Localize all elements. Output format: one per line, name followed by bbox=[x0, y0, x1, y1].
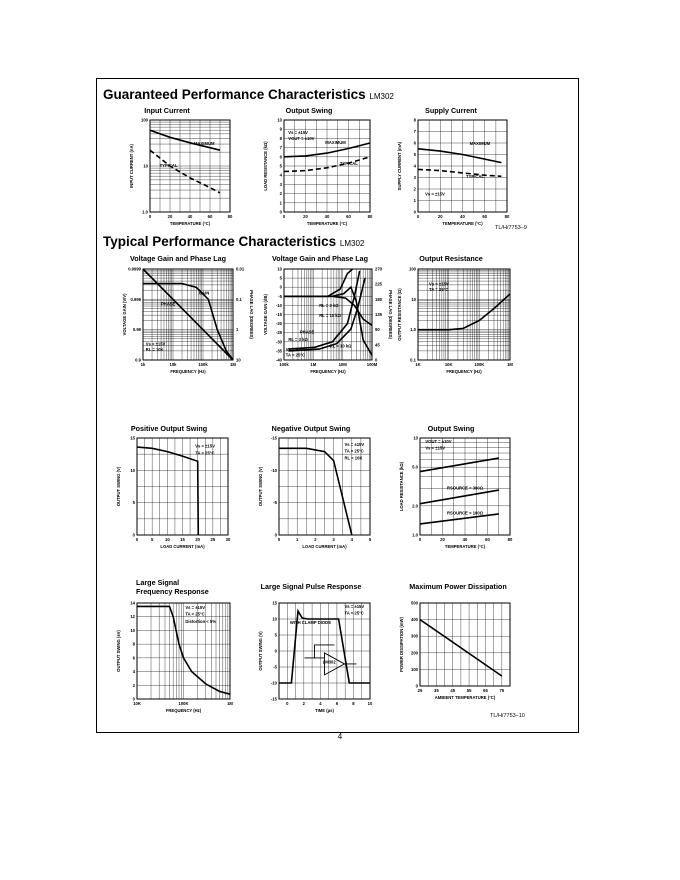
y-tick-label: 1.0 bbox=[410, 327, 416, 333]
y-tick-label: 0 bbox=[413, 209, 416, 215]
y-tick-label: 2.0 bbox=[412, 503, 418, 509]
y-tick-label: 200 bbox=[411, 650, 418, 656]
y-tick-label: 10 bbox=[411, 296, 416, 302]
y-tick-label: 15 bbox=[272, 600, 277, 606]
x-tick-label: 4 bbox=[319, 701, 322, 706]
page-number: 4 bbox=[337, 732, 343, 741]
x-tick-label: 1M bbox=[310, 362, 317, 367]
y-tick-label: -40 bbox=[275, 357, 282, 363]
x-tick-label: 0 bbox=[282, 214, 286, 219]
y-tick-label: 4 bbox=[279, 172, 282, 178]
x-tick-label: 0 bbox=[418, 537, 422, 542]
x-tick-label: 0 bbox=[277, 537, 281, 542]
series-label: MAXIMUM bbox=[194, 140, 215, 146]
annotation: VOUT = ±10V bbox=[425, 438, 452, 444]
series-label: TYPICAL bbox=[339, 161, 358, 167]
x-tick-label: 6 bbox=[335, 701, 339, 706]
x-axis-label: TEMPERATURE (°C) bbox=[169, 221, 211, 226]
y-axis-label: SUPPLY CURRENT (mA) bbox=[397, 141, 402, 191]
y-tick-label: 12 bbox=[130, 614, 135, 620]
y-right-tick-label: 225 bbox=[375, 281, 382, 287]
x-tick-label: 80 bbox=[367, 214, 373, 219]
y-tick-label: -5 bbox=[273, 500, 277, 506]
x-tick-label: 5 bbox=[368, 537, 372, 542]
series-label: PHASE bbox=[161, 301, 176, 307]
x-tick-label: 10M bbox=[338, 362, 347, 367]
annotation: RL = 10 kΩ bbox=[319, 313, 341, 319]
annotation: TA = 25°C bbox=[195, 450, 215, 456]
x-tick-label: 10k bbox=[169, 362, 177, 367]
y-tick-label: 0 bbox=[132, 696, 135, 702]
y-tick-label: 0 bbox=[279, 284, 282, 290]
annotation: WITH CLAMP DIODE bbox=[289, 620, 332, 626]
y-tick-label: 0 bbox=[415, 683, 418, 689]
x-axis-label: TEMPERATURE (°C) bbox=[444, 544, 486, 549]
y-tick-label: 2 bbox=[279, 191, 282, 197]
y-tick-label: 300 bbox=[411, 633, 418, 639]
x-tick-label: 45 bbox=[450, 688, 456, 693]
y-tick-label: 1 bbox=[413, 198, 416, 203]
y-tick-label: 3 bbox=[279, 181, 282, 187]
x-axis-label: FREQUENCY (Hz) bbox=[446, 369, 482, 374]
x-tick-label: 40 bbox=[462, 537, 468, 542]
x-tick-label: 1 bbox=[296, 537, 299, 542]
y-axis-label: INPUT CURRENT (nA) bbox=[129, 144, 134, 188]
y-right-axis-label: PHASE LAG (DEGREES) bbox=[249, 290, 254, 339]
series-label: TYPICAL bbox=[159, 162, 178, 168]
y-tick-label: 1.0 bbox=[412, 532, 418, 538]
y-axis-label: OUTPUT RESISTANCE (Ω) bbox=[397, 288, 402, 341]
x-tick-label: 80 bbox=[507, 537, 513, 542]
x-tick-label: 40 bbox=[187, 214, 193, 219]
x-tick-label: 3 bbox=[332, 537, 335, 542]
y-tick-label: 6 bbox=[413, 140, 416, 146]
y-tick-label: 10 bbox=[130, 467, 135, 473]
chart-title: Output Swing bbox=[427, 424, 475, 433]
x-tick-label: 1K bbox=[415, 362, 421, 367]
y-right-axis-label: PHASE LAG (DEGREES) bbox=[388, 290, 393, 339]
y-right-tick-label: 45 bbox=[375, 342, 380, 348]
y-tick-label: 0 bbox=[279, 209, 282, 215]
y-axis-label: OUTPUT SWING (V) bbox=[116, 466, 121, 507]
annotation: TA = 25°C bbox=[344, 448, 364, 454]
x-tick-label: 20 bbox=[167, 214, 173, 219]
x-tick-label: 1M bbox=[230, 362, 236, 367]
chart-title-line: Frequency Response bbox=[136, 587, 209, 596]
chart-title: Output Resistance bbox=[419, 254, 483, 263]
y-tick-label: 500 bbox=[411, 600, 418, 606]
y-right-tick-label: 0 bbox=[375, 357, 378, 363]
series-label: MAXIMUM bbox=[325, 139, 346, 145]
y-right-tick-label: 0.1 bbox=[236, 296, 242, 302]
y-tick-label: 0 bbox=[274, 648, 277, 654]
x-tick-label: 8 bbox=[352, 701, 355, 706]
y-tick-label: 10 bbox=[130, 627, 135, 633]
y-right-tick-label: 180 bbox=[375, 296, 382, 302]
x-axis-label: TEMPERATURE (°C) bbox=[306, 221, 348, 226]
y-tick-label: 2 bbox=[132, 682, 135, 688]
x-tick-label: 20 bbox=[437, 214, 443, 219]
y-tick-label: 0.1 bbox=[410, 357, 416, 363]
x-tick-label: 40 bbox=[460, 214, 465, 219]
x-axis-label: AMBIENT TEMPERATURE (°C) bbox=[434, 695, 496, 700]
x-axis-label: TEMPERATURE (°C) bbox=[442, 221, 483, 226]
y-tick-label: 10 bbox=[277, 117, 282, 123]
annotation: RSOURCE = 300Ω bbox=[447, 485, 484, 491]
x-tick-label: 10K bbox=[133, 701, 141, 706]
annotation: RL = 30 kΩ bbox=[329, 343, 352, 349]
x-tick-label: 15 bbox=[180, 537, 185, 542]
grid bbox=[420, 603, 510, 686]
x-tick-label: 2 bbox=[302, 701, 305, 706]
chart-title: Positive Output Swing bbox=[130, 424, 208, 433]
y-tick-label: 0 bbox=[132, 532, 135, 538]
x-tick-label: 80 bbox=[504, 214, 510, 219]
y-tick-label: -20 bbox=[275, 321, 282, 327]
annotation: Vs = ±15V bbox=[145, 341, 166, 347]
y-axis-label: POWER DISSIPATION (mW) bbox=[399, 617, 404, 672]
y-right-tick-label: 10 bbox=[236, 357, 241, 363]
y-tick-label: 100 bbox=[141, 117, 148, 123]
x-tick-label: 10 bbox=[367, 701, 373, 706]
x-tick-label: 20 bbox=[440, 537, 445, 542]
y-tick-label: 10 bbox=[413, 435, 418, 441]
x-axis-label: FREQUENCY (Hz) bbox=[165, 708, 202, 713]
annotation: TA = 25°C bbox=[429, 286, 449, 292]
x-tick-label: 25 bbox=[417, 688, 423, 693]
y-tick-label: 4 bbox=[132, 669, 135, 675]
x-axis-label: LOAD CURRENT (mA) bbox=[302, 544, 347, 549]
x-tick-label: 65 bbox=[483, 688, 488, 693]
x-tick-label: 100K bbox=[178, 701, 189, 706]
y-tick-label: 100 bbox=[409, 266, 416, 272]
y-tick-label: 5 bbox=[274, 632, 277, 638]
y-tick-label: -10 bbox=[270, 680, 277, 686]
y-tick-label: 7 bbox=[413, 129, 416, 134]
annotation: RL = 3 kΩ bbox=[319, 303, 339, 309]
y-axis-label: OUTPUT SWING (V) bbox=[258, 631, 263, 671]
x-tick-label: 100M bbox=[366, 362, 378, 367]
guaranteed-part: LM302 bbox=[369, 92, 394, 101]
x-tick-label: 100K bbox=[474, 362, 485, 367]
typical-title: Typical Performance Characteristics bbox=[103, 234, 337, 249]
x-tick-label: 10 bbox=[164, 537, 170, 542]
chart-title: Output Swing bbox=[285, 106, 333, 115]
annotation: TA = 25°C bbox=[285, 352, 306, 358]
annotation: Vs = ±15V bbox=[344, 603, 365, 609]
x-tick-label: 25 bbox=[210, 537, 216, 542]
chart-title: Voltage Gain and Phase Lag bbox=[129, 254, 227, 263]
x-tick-label: 5 bbox=[150, 537, 154, 542]
x-tick-label: 0 bbox=[416, 214, 420, 219]
x-tick-label: 100k bbox=[279, 362, 289, 367]
chart-title: Negative Output Swing bbox=[271, 424, 351, 433]
y-tick-label: 3 bbox=[413, 175, 416, 180]
x-tick-label: 40 bbox=[324, 214, 330, 219]
x-tick-label: 20 bbox=[303, 214, 308, 219]
annotation: Vs = ±15V bbox=[425, 445, 446, 451]
x-tick-label: 0 bbox=[148, 214, 152, 219]
plot-frame bbox=[420, 603, 510, 686]
y-tick-label: 15 bbox=[130, 435, 135, 441]
y-tick-label: 2 bbox=[413, 186, 416, 192]
x-tick-label: 80 bbox=[227, 214, 233, 219]
y-tick-label: -15 bbox=[270, 696, 277, 702]
annotation: Vs = ±15V bbox=[429, 281, 449, 287]
y-axis-label: VOLTAGE GAIN (dB) bbox=[263, 294, 268, 335]
annotation: TA = 25°C bbox=[185, 611, 205, 617]
y-tick-label: 5 bbox=[279, 275, 282, 281]
annotation: Vs = ±15V bbox=[288, 129, 308, 135]
x-tick-label: 30 bbox=[225, 537, 231, 542]
annotation: Vs = ±15V bbox=[185, 604, 206, 610]
y-tick-label: 4 bbox=[413, 163, 416, 169]
y-axis-label: LOAD RESISTANCE (kΩ) bbox=[263, 141, 268, 191]
x-tick-label: 100k bbox=[198, 362, 208, 367]
y-tick-label: -30 bbox=[275, 339, 282, 345]
y-tick-label: 5.0 bbox=[412, 464, 418, 470]
series-label: GAIN bbox=[198, 290, 210, 296]
annotation: LM302 bbox=[322, 659, 336, 665]
y-tick-label: -25 bbox=[275, 330, 282, 336]
y-tick-label: -15 bbox=[270, 435, 277, 441]
x-tick-label: 20 bbox=[195, 537, 201, 542]
x-tick-label: 1M bbox=[227, 701, 233, 706]
y-axis-label: OUTPUT SWING (±V) bbox=[116, 630, 121, 672]
y-tick-label: 10 bbox=[143, 163, 148, 169]
y-tick-label: 10 bbox=[277, 266, 282, 272]
annotation: Vs = ±15V bbox=[425, 191, 445, 197]
y-tick-label: 7 bbox=[279, 145, 282, 151]
x-tick-label: 4 bbox=[350, 537, 353, 542]
x-tick-label: 0 bbox=[135, 537, 139, 542]
y-tick-label: 1.0 bbox=[142, 209, 148, 215]
y-tick-label: 0.9 bbox=[135, 357, 141, 363]
y-tick-label: 8 bbox=[279, 135, 282, 141]
annotation: RL = 3 kΩ bbox=[288, 336, 308, 342]
y-tick-label: 0.99 bbox=[132, 327, 141, 333]
chart-title-line: Large Signal bbox=[136, 578, 180, 587]
x-tick-label: 60 bbox=[482, 214, 488, 219]
y-tick-label: -35 bbox=[275, 348, 282, 354]
y-tick-label: 5 bbox=[279, 163, 282, 169]
y-right-tick-label: 90 bbox=[375, 327, 380, 333]
figure-ref-bottom: TL/H/7753–10 bbox=[490, 713, 525, 719]
x-tick-label: 1M bbox=[507, 362, 513, 367]
y-tick-label: 5 bbox=[413, 152, 416, 157]
x-tick-label: 35 bbox=[434, 688, 439, 693]
annotation: Vs = ±15V bbox=[195, 443, 215, 449]
x-tick-label: 60 bbox=[346, 214, 351, 219]
y-tick-label: -10 bbox=[275, 302, 282, 308]
x-tick-label: 10K bbox=[444, 362, 453, 367]
annotation: Distortion < 5% bbox=[185, 619, 216, 625]
y-tick-label: 6 bbox=[132, 655, 135, 661]
chart-title: Voltage Gain and Phase Lag bbox=[271, 254, 369, 263]
chart-title: Input Current bbox=[144, 106, 190, 115]
y-tick-label: 1 bbox=[279, 200, 282, 206]
guaranteed-title: Guaranteed Performance Characteristics bbox=[103, 87, 366, 102]
y-tick-label: -5 bbox=[273, 664, 277, 670]
y-right-tick-label: 270 bbox=[375, 266, 382, 272]
annotation: Vs = ±15V bbox=[344, 441, 365, 447]
y-axis-label: OUTPUT SWING (V) bbox=[258, 466, 263, 507]
annotation: RSOURCE = 100Ω bbox=[447, 510, 484, 516]
y-tick-label: 8 bbox=[132, 641, 135, 647]
x-tick-label: 60 bbox=[207, 214, 213, 219]
figure-ref-top: TL/H/7753–9 bbox=[495, 225, 527, 231]
x-tick-label: 2 bbox=[314, 537, 317, 542]
annotation: RL = 10K bbox=[344, 455, 363, 461]
y-tick-label: -10 bbox=[270, 467, 277, 473]
annotation: PHASE bbox=[299, 329, 315, 335]
y-tick-label: 8 bbox=[413, 117, 416, 123]
x-axis-label: TIME (μs) bbox=[315, 708, 334, 713]
y-right-tick-label: 1 bbox=[236, 327, 239, 333]
y-tick-label: 400 bbox=[411, 617, 418, 623]
y-tick-label: 0 bbox=[274, 532, 277, 538]
y-tick-label: 6 bbox=[279, 154, 282, 160]
series-label: TYPICAL bbox=[466, 173, 484, 179]
y-tick-label: 10 bbox=[272, 616, 277, 622]
x-axis-label: FREQUENCY (Hz) bbox=[310, 369, 346, 374]
chart-max-power-dissipation bbox=[388, 582, 528, 710]
y-tick-label: 14 bbox=[130, 600, 135, 606]
y-right-tick-label: 135 bbox=[375, 312, 382, 317]
annotation: Vs = ±15V bbox=[285, 346, 306, 352]
y-tick-label: -5 bbox=[278, 293, 282, 299]
annotation: RL = 10k bbox=[145, 346, 163, 352]
x-tick-label: 1k bbox=[140, 362, 146, 367]
y-axis-label: VOLTAGE GAIN (V/V) bbox=[122, 293, 127, 336]
y-tick-label: -15 bbox=[275, 312, 282, 317]
x-tick-label: 75 bbox=[499, 688, 505, 693]
y-tick-label: 100 bbox=[411, 666, 418, 672]
typical-part: LM302 bbox=[339, 239, 365, 248]
y-tick-label: 5 bbox=[132, 500, 135, 506]
y-tick-label: 0.999 bbox=[130, 296, 141, 302]
chart-title: Maximum Power Dissipation bbox=[409, 582, 507, 591]
chart-title: Supply Current bbox=[425, 106, 477, 115]
x-axis-label: FREQUENCY (Hz) bbox=[170, 369, 206, 374]
y-tick-label: 0.9999 bbox=[128, 266, 141, 272]
x-tick-label: 0 bbox=[286, 701, 289, 706]
y-right-tick-label: 0.01 bbox=[236, 266, 245, 272]
annotation: TA = 25°C bbox=[344, 610, 364, 616]
series-label: MAXIMUM bbox=[469, 140, 491, 146]
y-tick-label: 9 bbox=[279, 126, 282, 132]
x-tick-label: 55 bbox=[466, 688, 472, 693]
annotation: VOUT = ±10V bbox=[288, 136, 315, 142]
chart-title: Large Signal Pulse Response bbox=[260, 582, 362, 591]
x-axis-label: LOAD CURRENT (mA) bbox=[160, 544, 205, 549]
y-axis-label: LOAD RESISTANCE (kΩ) bbox=[399, 461, 404, 512]
x-tick-label: 60 bbox=[485, 537, 490, 542]
